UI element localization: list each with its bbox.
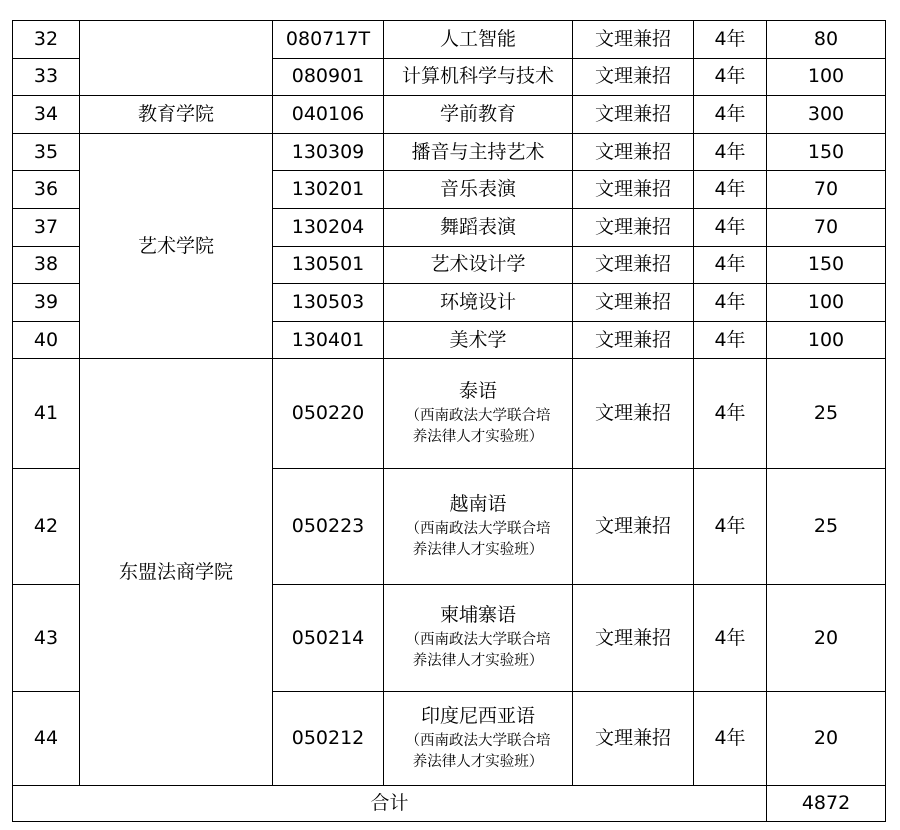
major-cell xyxy=(384,585,573,692)
major-name: 泰语 xyxy=(458,379,497,402)
row-number: 34 xyxy=(13,96,80,134)
admission-type: 文理兼招 xyxy=(573,469,694,585)
major-note xyxy=(384,731,572,773)
major-note-line: 养法律人才实验班） xyxy=(412,541,544,558)
major-code: 130401 xyxy=(273,321,384,359)
table-row xyxy=(13,359,886,469)
study-years: 4年 xyxy=(694,321,767,359)
row-number: 32 xyxy=(13,21,80,59)
major-code: 130204 xyxy=(273,208,384,246)
study-years: 4年 xyxy=(694,585,767,692)
admission-type: 文理兼招 xyxy=(573,284,694,322)
major-name: 播音与主持艺术 xyxy=(384,133,573,171)
enrollment-quota: 20 xyxy=(767,692,886,786)
major-code: 080901 xyxy=(273,58,384,96)
major-name: 舞蹈表演 xyxy=(384,208,573,246)
major-code: 080717T xyxy=(273,21,384,59)
major-note-line: （西南政法大学联合培 xyxy=(405,632,551,649)
major-name: 计算机科学与技术 xyxy=(384,58,573,96)
row-number: 33 xyxy=(13,58,80,96)
enrollment-quota: 20 xyxy=(767,585,886,692)
major-cell xyxy=(384,359,573,469)
major-name: 美术学 xyxy=(384,321,573,359)
admission-type: 文理兼招 xyxy=(573,58,694,96)
enrollment-quota: 150 xyxy=(767,133,886,171)
row-number: 38 xyxy=(13,246,80,284)
study-years: 4年 xyxy=(694,692,767,786)
total-row xyxy=(13,786,886,822)
study-years: 4年 xyxy=(694,469,767,585)
row-number: 40 xyxy=(13,321,80,359)
major-note-line: （西南政法大学联合培 xyxy=(405,407,551,424)
admission-type: 文理兼招 xyxy=(573,96,694,134)
enrollment-quota: 80 xyxy=(767,21,886,59)
major-note xyxy=(384,406,572,448)
enrollment-quota: 25 xyxy=(767,469,886,585)
major-note-line: （西南政法大学联合培 xyxy=(405,520,551,537)
major-code: 050220 xyxy=(273,359,384,469)
study-years: 4年 xyxy=(694,133,767,171)
major-code: 050212 xyxy=(273,692,384,786)
major-code: 130501 xyxy=(273,246,384,284)
row-number: 39 xyxy=(13,284,80,322)
study-years: 4年 xyxy=(694,58,767,96)
row-number: 43 xyxy=(13,585,80,692)
college-name: 艺术学院 xyxy=(80,133,273,359)
major-code: 130201 xyxy=(273,171,384,209)
major-name: 印度尼西亚语 xyxy=(420,704,535,727)
admission-type: 文理兼招 xyxy=(573,246,694,284)
major-note-line: 养法律人才实验班） xyxy=(412,428,544,445)
total-label: 合计 xyxy=(13,786,767,822)
major-name: 柬埔寨语 xyxy=(439,604,516,627)
table-row xyxy=(13,133,886,171)
row-number: 41 xyxy=(13,359,80,469)
major-code: 050223 xyxy=(273,469,384,585)
row-number: 44 xyxy=(13,692,80,786)
study-years: 4年 xyxy=(694,284,767,322)
row-number: 35 xyxy=(13,133,80,171)
major-code: 130503 xyxy=(273,284,384,322)
total-value: 4872 xyxy=(767,786,886,822)
enrollment-quota: 70 xyxy=(767,208,886,246)
admission-type: 文理兼招 xyxy=(573,133,694,171)
enrollment-quota: 70 xyxy=(767,171,886,209)
admission-type: 文理兼招 xyxy=(573,585,694,692)
study-years: 4年 xyxy=(694,359,767,469)
study-years: 4年 xyxy=(694,171,767,209)
enrollment-quota: 100 xyxy=(767,58,886,96)
major-name: 学前教育 xyxy=(384,96,573,134)
study-years: 4年 xyxy=(694,21,767,59)
enrollment-quota: 150 xyxy=(767,246,886,284)
major-cell xyxy=(384,692,573,786)
admission-type: 文理兼招 xyxy=(573,171,694,209)
college-name: 东盟法商学院 xyxy=(80,359,273,786)
admission-type: 文理兼招 xyxy=(573,208,694,246)
major-note xyxy=(384,519,572,561)
enrollment-plan-table xyxy=(12,20,886,822)
admission-type: 文理兼招 xyxy=(573,359,694,469)
major-cell xyxy=(384,469,573,585)
college-cell-empty xyxy=(80,21,273,96)
enrollment-quota: 25 xyxy=(767,359,886,469)
admission-type: 文理兼招 xyxy=(573,321,694,359)
major-note-line: 养法律人才实验班） xyxy=(412,653,544,670)
major-note-line: 养法律人才实验班） xyxy=(412,753,544,770)
major-code: 040106 xyxy=(273,96,384,134)
admission-type: 文理兼招 xyxy=(573,692,694,786)
table-row xyxy=(13,21,886,59)
major-name: 越南语 xyxy=(449,492,507,515)
major-code: 130309 xyxy=(273,133,384,171)
enrollment-quota: 100 xyxy=(767,284,886,322)
major-name: 艺术设计学 xyxy=(384,246,573,284)
major-name: 音乐表演 xyxy=(384,171,573,209)
study-years: 4年 xyxy=(694,246,767,284)
college-name: 教育学院 xyxy=(80,96,273,134)
study-years: 4年 xyxy=(694,96,767,134)
major-name: 人工智能 xyxy=(384,21,573,59)
admission-type: 文理兼招 xyxy=(573,21,694,59)
major-name: 环境设计 xyxy=(384,284,573,322)
row-number: 42 xyxy=(13,469,80,585)
table-row xyxy=(13,96,886,134)
major-code: 050214 xyxy=(273,585,384,692)
study-years: 4年 xyxy=(694,208,767,246)
row-number: 36 xyxy=(13,171,80,209)
enrollment-quota: 300 xyxy=(767,96,886,134)
major-note-line: （西南政法大学联合培 xyxy=(405,732,551,749)
row-number: 37 xyxy=(13,208,80,246)
enrollment-quota: 100 xyxy=(767,321,886,359)
major-note xyxy=(384,630,572,672)
